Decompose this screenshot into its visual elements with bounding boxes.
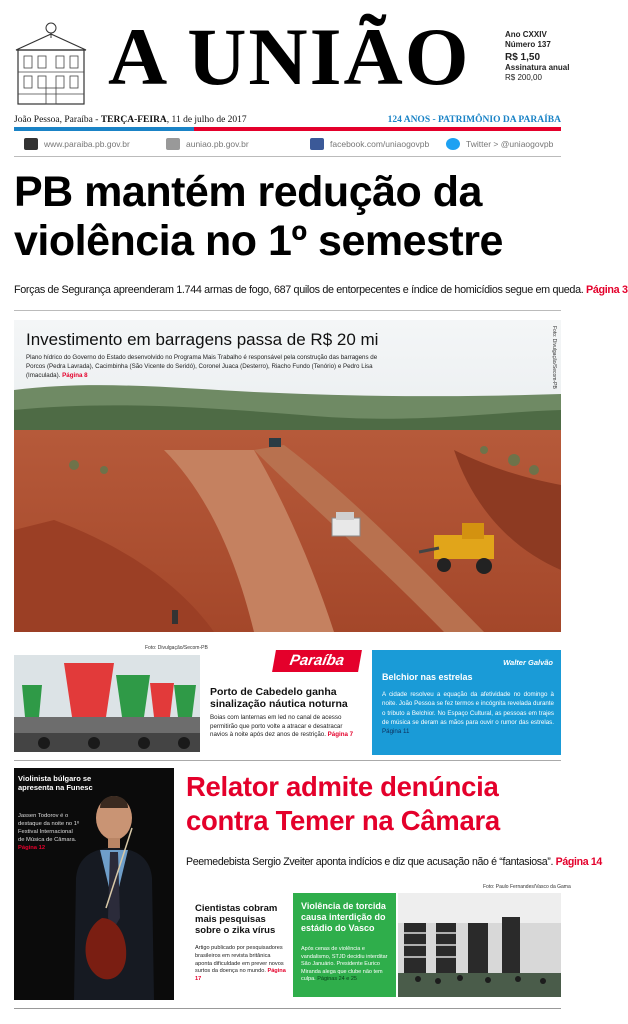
relator-headline[interactable] (186, 770, 566, 838)
relator-headline-line-1: Relator admite denúncia (186, 771, 499, 802)
violinist-image (14, 768, 174, 1000)
vasco-story-body: Após cenas de violência e vandalismo, STJD decidiu interditar São Januário. Presidente Eurico Miranda alega que clube não tem culpa. (301, 946, 388, 982)
main-headline[interactable] (14, 168, 561, 266)
edition-info (505, 30, 573, 83)
photo-credit: Foto: Divulgação/Secom-PB (551, 326, 557, 389)
stadium-image (398, 893, 561, 997)
violinist-text (18, 812, 80, 852)
site-icon (24, 138, 38, 150)
vasco-story-title: Violência de torcida causa interdição do estádio do Vasco (301, 901, 386, 933)
stadium-photo[interactable] (398, 893, 561, 997)
dam-photo[interactable] (14, 320, 561, 632)
masthead-rule-blue (14, 127, 194, 131)
main-headline-line-2: violência no 1º semestre (14, 217, 503, 265)
portal-icon (166, 138, 180, 150)
zika-story-title[interactable]: Cientistas cobram mais pesquisas sobre o zika vírus (195, 903, 278, 936)
edition-price: R$ 1,50 (505, 52, 541, 63)
main-subhead (14, 284, 628, 296)
page-footer-rule (14, 1008, 561, 1009)
masthead (0, 0, 575, 115)
divider (14, 156, 561, 157)
portal-link-text: auniao.pb.gov.br (186, 139, 249, 149)
violinist-title: Violinista búlgaro se apresenta na Funesc (18, 774, 93, 792)
vasco-photo-credit: Foto: Paulo Fernandes/Vasco da Gama (483, 884, 571, 890)
site-link-text: www.paraiba.pb.gov.br (44, 139, 130, 149)
port-story-body: Boias com lanternas em led no canal de acesso permitirão que porto volte a atracar e desatracar navios à noite após dez anos de restrição. (210, 714, 343, 738)
divider (14, 310, 561, 311)
relator-page-ref[interactable]: Página 14 (555, 856, 602, 868)
links-bar (14, 135, 561, 153)
dam-story-text (26, 353, 396, 380)
vasco-story[interactable] (293, 893, 396, 997)
column-author: Walter Galvão (503, 658, 553, 667)
subscription-label: Assinatura anual (505, 63, 570, 72)
facebook-link[interactable] (310, 138, 429, 150)
dateline-place: João Pessoa, Paraíba - (14, 115, 101, 125)
port-story-title[interactable]: Porto de Cabedelo ganha sinalização náutica noturna (210, 686, 348, 710)
edition-year: Ano CXXIV (505, 30, 547, 39)
relator-headline-line-2: contra Temer na Câmara (186, 805, 500, 836)
section-tag-paraiba[interactable]: Paraíba (272, 650, 362, 672)
dam-story-body: Plano hídrico do Governo do Estado desenvolvido no Programa Mais Trabalho é responsável pela construção das barragens de Porcos (Pedra Lavrada), Cacimbinha (São Vicente do Seridó), Coronel Juaca (Desterro), Riacho Fundo (Tenório) e Pedro Lisa (Imaculada). (26, 354, 378, 379)
edition-number: Número 137 (505, 40, 551, 49)
zika-story-body: Artigo publicado por pesquisadores brasileiros em revista britânica aponta dificuldade em prever novos surtos da doença no mundo. (195, 945, 284, 975)
twitter-link[interactable] (446, 138, 553, 150)
dam-page-ref[interactable]: Página 8 (62, 372, 88, 379)
newspaper-logo: A UNIÃO (108, 11, 471, 102)
relator-subhead (186, 856, 602, 868)
divider (14, 760, 561, 761)
opinion-column[interactable] (372, 650, 561, 755)
violinist-body: Jassen Todorov é o destaque da noite no 1º Festival Internacional de Música de Câmara. (18, 813, 80, 843)
facebook-icon (310, 138, 324, 150)
zika-story-text (195, 945, 287, 984)
column-body: A cidade resolveu a equação da afetividade no domingo à noite. João Pessoa se fez termos e incógnita revelada durante o tributo a Belchior. No Espaço Cultural, as pessoas em trajes de música se deram as mãos para ouvir o rumor das estrelas. (382, 691, 554, 726)
main-subhead-text: Forças de Segurança apreenderam 1.744 armas de fogo, 687 quilos de entorpecentes e índice de homicídios segue em queda. (14, 284, 584, 296)
building-illustration-icon (14, 20, 88, 108)
twitter-icon (446, 138, 460, 150)
vasco-page-ref[interactable]: Páginas 24 e 25 (317, 976, 357, 982)
subscription-price: R$ 200,00 (505, 73, 542, 82)
column-title: Belchior nas estrelas (382, 672, 473, 682)
column-text (382, 690, 554, 736)
tagline: 124 ANOS - PATRIMÔNIO DA PARAÍBA (387, 115, 561, 125)
port-page-ref[interactable]: Página 7 (327, 731, 354, 738)
dateline-day: TERÇA-FEIRA (100, 115, 167, 125)
portal-link[interactable] (166, 138, 249, 150)
dam-story-title[interactable]: Investimento em barragens passa de R$ 20 mi (26, 330, 379, 349)
site-link[interactable] (24, 138, 130, 150)
port-photo[interactable] (14, 655, 200, 752)
zika-page-ref[interactable]: Página 17 (195, 968, 286, 983)
violinist-page-ref[interactable]: Página 12 (18, 845, 46, 851)
violinist-feature[interactable] (14, 768, 174, 1000)
main-page-ref[interactable]: Página 3 (586, 284, 628, 296)
main-headline-line-1: PB mantém redução da (14, 168, 482, 216)
twitter-link-text: Twitter > @uniaogovpb (466, 139, 554, 149)
dateline (14, 115, 247, 125)
port-story-text (210, 714, 360, 740)
buoys-image (14, 655, 200, 752)
vasco-story-text (301, 946, 393, 984)
facebook-link-text: facebook.com/uniaogovpb (330, 139, 430, 149)
relator-subhead-text: Peemedebista Sergio Zveiter aponta indícios e diz que acusação não é “fantasiosa”. (186, 856, 554, 868)
column-page-ref[interactable]: Página 11 (382, 728, 410, 736)
port-photo-credit: Foto: Divulgação/Secom-PB (145, 645, 208, 651)
dateline-date: , 11 de julho de 2017 (166, 115, 247, 125)
